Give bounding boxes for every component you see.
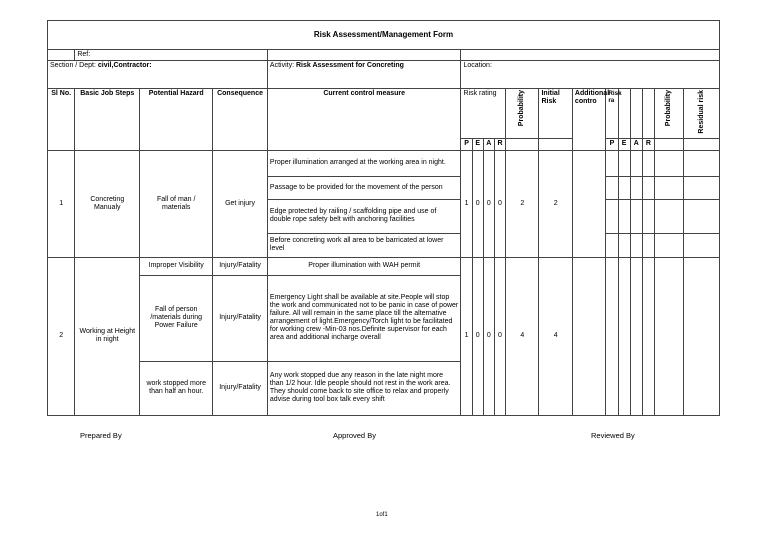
- activity-label: Activity:: [269, 62, 295, 70]
- header-residual-risk: Residual risk: [697, 90, 705, 134]
- header-e: E: [472, 138, 483, 150]
- approved-by: Approved By: [333, 431, 376, 440]
- row1-r: 0: [494, 150, 505, 257]
- table-row: [48, 150, 720, 176]
- prepared-by: Prepared By: [80, 431, 122, 440]
- row2-a: 0: [483, 257, 494, 415]
- row1-p: 1: [461, 150, 472, 257]
- table-row: [48, 257, 720, 275]
- header-r-2: R: [642, 138, 654, 150]
- row1-control-3: Edge protected by railing / scaffolding pipe and use of double rope safety belt with anchoring facilities: [267, 199, 461, 233]
- page-number: 1of1: [376, 512, 388, 518]
- row2-consequence-3: Injury/Fatality: [213, 361, 268, 415]
- row1-step: Concreting Manualy: [75, 150, 140, 257]
- ref-label: Ref:: [75, 50, 268, 61]
- row2-step: Working at Height in night: [75, 257, 140, 415]
- header-potential-hazard: Potential Hazard: [140, 89, 213, 151]
- header-consequence: Consequence: [213, 89, 268, 151]
- row2-control-1: Proper illumination with WAH permit: [267, 257, 461, 275]
- row1-e: 0: [472, 150, 483, 257]
- row1-probability: 2: [506, 150, 539, 257]
- header-sl-no: Sl No.: [48, 89, 75, 151]
- header-initial-risk: Initial Risk: [539, 89, 572, 139]
- header-p-2: P: [606, 138, 618, 150]
- header-r: R: [494, 138, 505, 150]
- row2-consequence-1: Injury/Fatality: [213, 257, 268, 275]
- row1-control-4: Before concreting work all area to be barricated at lower level: [267, 233, 461, 257]
- section-dept: [48, 61, 268, 89]
- location-label: Location:: [461, 61, 720, 89]
- row2-initial-risk: 4: [539, 257, 572, 415]
- header-job-steps: Basic Job Steps: [75, 89, 140, 151]
- header-p: P: [461, 138, 472, 150]
- row1-hazard: Fall of man / materials: [140, 150, 213, 257]
- risk-assessment-table: [47, 20, 720, 416]
- header-control-measure: Current control measure: [267, 89, 461, 151]
- header-probability-2: Probability: [665, 90, 673, 127]
- form-title: Risk Assessment/Management Form: [48, 21, 720, 50]
- row1-control-1: Proper illumination arranged at the working area in night.: [267, 150, 461, 176]
- row1-consequence: Get injury: [213, 150, 268, 257]
- header-a: A: [483, 138, 494, 150]
- row1-initial-risk: 2: [539, 150, 572, 257]
- reviewed-by: Reviewed By: [591, 431, 635, 440]
- row2-hazard-3: work stopped more than half an hour.: [140, 361, 213, 415]
- row2-e: 0: [472, 257, 483, 415]
- row1-control-2: Passage to be provided for the movement of the person: [267, 176, 461, 199]
- section-label: Section / Dept:: [50, 62, 96, 70]
- activity: [267, 61, 461, 89]
- row2-hazard-2: Fall of person /materials during Power Failure: [140, 275, 213, 361]
- activity-value: Risk Assessment for Concreting: [295, 62, 404, 70]
- row1-sl: 1: [48, 150, 75, 257]
- header-risk-rating: Risk rating: [461, 89, 506, 139]
- header-probability: Probability: [518, 90, 526, 127]
- header-risk-rating-2: Risk ra: [606, 89, 618, 139]
- section-value: civil,Contractor:: [97, 62, 152, 70]
- row2-consequence-2: Injury/Fatality: [213, 275, 268, 361]
- header-a-2: A: [630, 138, 642, 150]
- row1-a: 0: [483, 150, 494, 257]
- row2-control-2: Emergency Light shall be available at site.People will stop the work and communicated not to be panic in case of power failure. All will remain in the same place till the alternative arrangement of light.Emergency/Torch light to be facilitated for working crew -Min-03 nos.Definite supervisor for each area and additional incharge overall: [267, 275, 461, 361]
- row2-sl: 2: [48, 257, 75, 415]
- row2-r: 0: [494, 257, 505, 415]
- row2-probability: 4: [506, 257, 539, 415]
- row2-control-3: Any work stopped due any reason in the late night more than 1/2 hour. Idle people should not rest in the work area. They should come back to site office to relax and properly advise during tool box talk every shift: [267, 361, 461, 415]
- header-additional-control: Additional contro: [572, 89, 605, 151]
- row2-hazard-1: Improper Visibility: [140, 257, 213, 275]
- row2-p: 1: [461, 257, 472, 415]
- header-e-2: E: [618, 138, 630, 150]
